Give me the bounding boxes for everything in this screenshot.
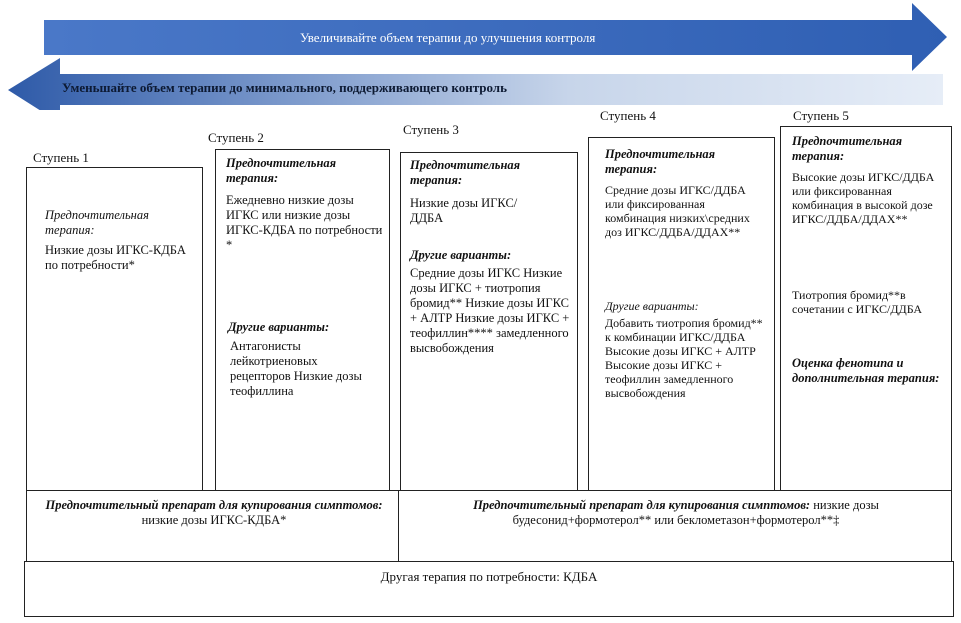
reliever-left-text: низкие дозы ИГКС-КДБА* [141, 513, 287, 527]
other-therapy-text: Другая терапия по потребности: КДБА [380, 569, 598, 584]
step-4-other-text: Добавить тиотропия бромид** к комбинации ИГКС/ДДБА Высокие дозы ИГКС + АЛТР Высокие дозы ИГКС + теофиллин замедленного высвобождения [605, 316, 763, 400]
reliever-left-content [36, 498, 392, 528]
step-1-preferred-title: Предпочтительная терапия: [45, 208, 149, 237]
step-2-other-text: Антагонисты лейкотриеновых рецепторов Низкие дозы теофиллина [230, 339, 362, 398]
step-2-other-title: Другие варианты: [228, 320, 330, 334]
step-2-preferred-text: Ежедневно низкие дозы ИГКС или низкие дозы ИГКС-КДБА по потребности * [226, 193, 383, 252]
increase-arrow-label: Увеличивайте объем терапии до улучшения контроля [300, 30, 596, 45]
step-4-preferred-text: Средние дозы ИГКС/ДДБА или фиксированная комбинация низких\средних доз ИГКС/ДДБА/ДДАХ** [605, 183, 750, 239]
step-2-preferred-title: Предпочтительная терапия: [226, 156, 337, 185]
step-4-other-title: Другие варианты: [605, 299, 699, 313]
step-5-preferred-text: Высокие дозы ИГКС/ДДБА или фиксированная комбинация в высокой дозе ИГКС/ДДБА/ДДАХ** [792, 170, 935, 226]
step-5-label: Ступень 5 [793, 108, 849, 123]
step-3-other-title: Другие варианты: [410, 248, 512, 262]
reliever-left-title: Предпочтительный препарат для купирования симптомов: [45, 498, 383, 512]
step-3-label: Ступень 3 [403, 122, 459, 137]
step-3-preferred-title: Предпочтительная терапия: [410, 158, 521, 187]
step-2-label: Ступень 2 [208, 130, 264, 145]
step-3-preferred-text: Низкие дозы ИГКС/ДДБА [410, 196, 518, 225]
step-5-extra-text: Тиотропия бромид**в сочетании с ИГКС/ДДБА [792, 288, 923, 316]
reliever-right-content [408, 498, 944, 528]
reliever-right-title: Предпочтительный препарат для купирования симптомов: [473, 498, 811, 512]
step-5-preferred-title: Предпочтительная терапия: [792, 134, 903, 163]
step-1-preferred-text: Низкие дозы ИГКС-КДБА по потребности* [45, 243, 186, 272]
step-1-label: Ступень 1 [33, 150, 89, 165]
decrease-arrow-label: Уменьшайте объем терапии до минимального, поддерживающего контроль [62, 80, 507, 95]
step-4-preferred-title: Предпочтительная терапия: [605, 147, 716, 176]
step-4-label: Ступень 4 [600, 108, 656, 123]
reliever-right-text: низкие дозы будесонид+формотерол** или беклометазон+формотерол**‡ [512, 498, 879, 527]
step-5-assess-title: Оценка фенотипа и дополнительная терапия: [792, 356, 940, 385]
step-3-other-text: Средние дозы ИГКС Низкие дозы ИГКС + тиотропия бромид** Низкие дозы ИГКС + АЛТР Низкие дозы ИГКС + теофиллин**** замедленного высвобождения [410, 266, 570, 355]
